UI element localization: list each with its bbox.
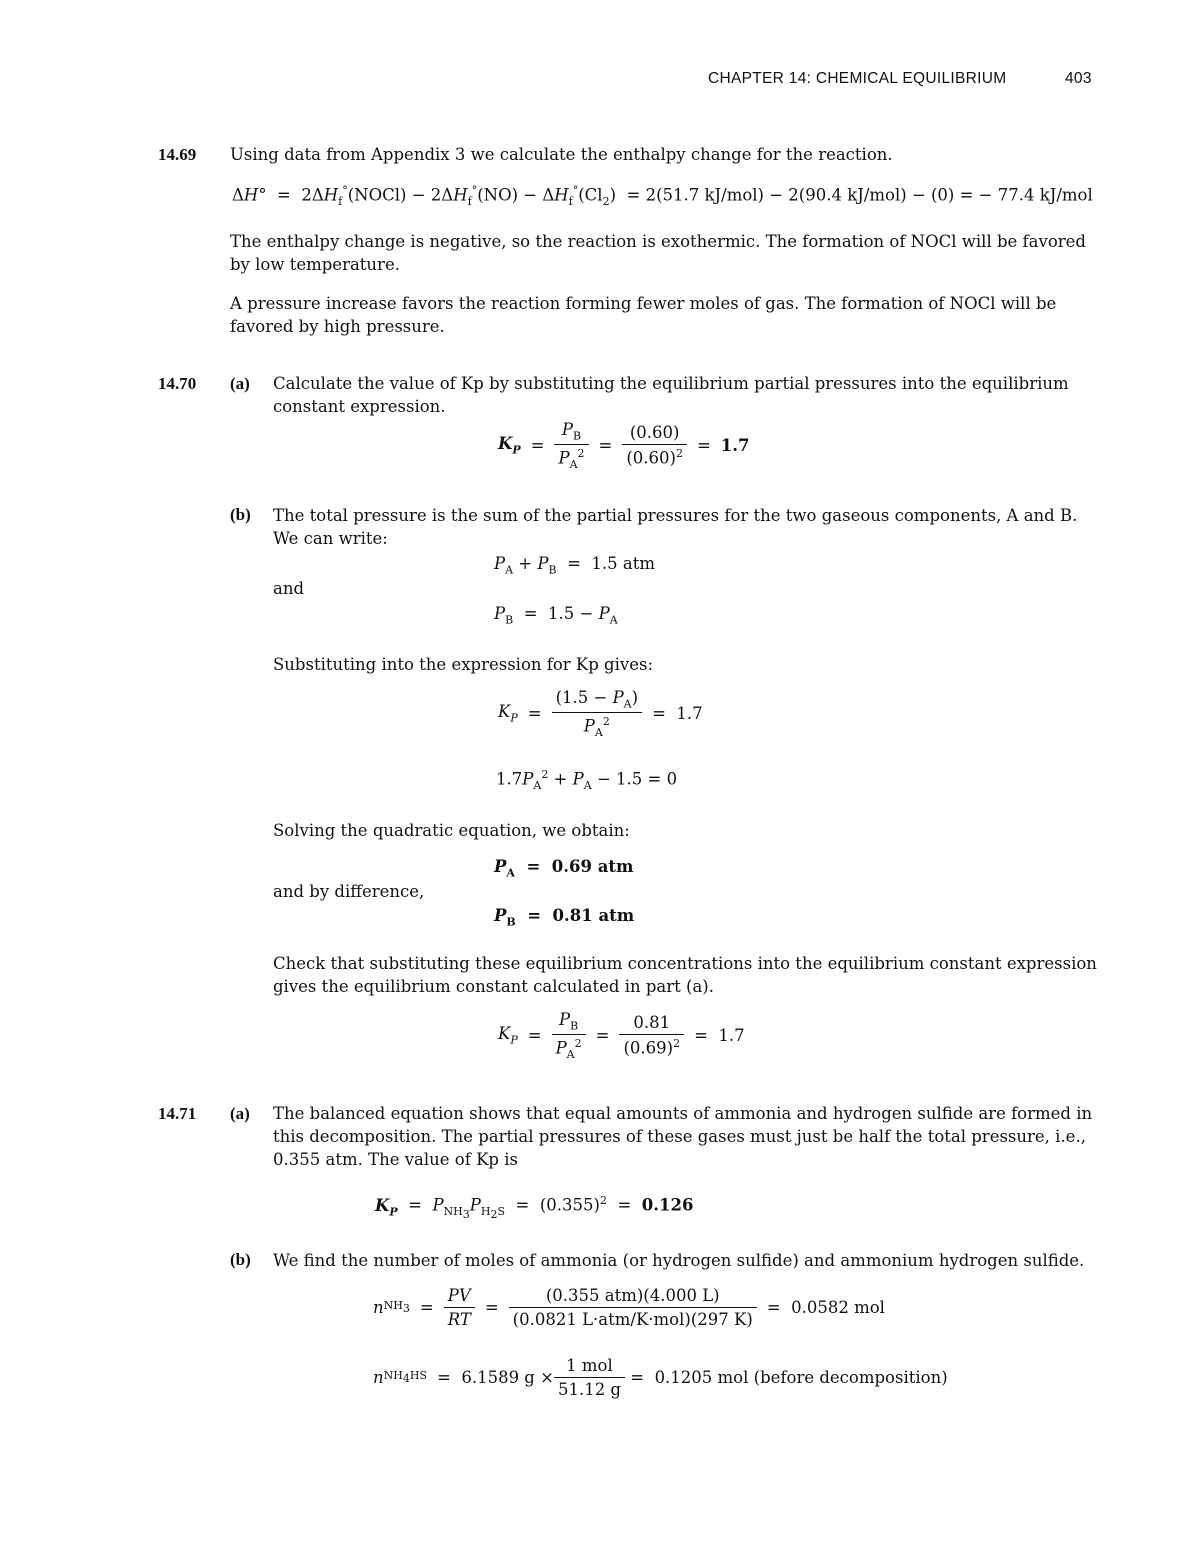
kp-equation-a: $K_P$ = $\frac{P_B}{P_A^2}$ = $\frac{(0.60)}{(0.60)^2}$ = 1.7 [498,420,750,472]
substituting-text: Substituting into the expression for Kp gives: [273,655,654,674]
part-a-text-1471: The balanced equation shows that equal amounts of ammonia and hydrogen sulfide are formed in this decomposition. The partial pressures of these gases must just be half the total pressure, i.e., 0.355 atm. The value of Kp is [273,1104,1093,1169]
intro-1469: Using data from Appendix 3 we calculate the enthalpy change for the reaction. [230,145,893,164]
kp-result-a: 1.7 [720,436,750,456]
solving-text: Solving the quadratic equation, we obtain: [273,821,630,840]
pa-result: $P_A = 0.69$ atm [494,857,634,880]
chapter-title: CHAPTER 14: CHEMICAL EQUILIBRIUM [708,70,1007,87]
page-number: 403 [1065,70,1092,87]
part-a-text-1470: Calculate the value of Kp by substituting the equilibrium partial pressures into the equilibrium constant expression. [273,374,1069,416]
problem-number-1469: 14.69 [158,145,197,164]
difference-text: and by difference, [273,882,425,901]
paragraph-pressure: A pressure increase favors the reaction forming fewer moles of gas. The formation of NOCl will be favored by high pressure. [230,294,1057,336]
quadratic-equation: $1.7P_A^2 + P_A - 1.5 = 0$ [496,768,678,792]
and-text: and [273,579,305,598]
check-text: Check that substituting these equilibrium concentrations into the equilibrium constant expression gives the equilibrium constant calculated in part (a). [273,954,1097,996]
kp-check-equation: $K_P$ = $\frac{P_B}{P_A^2}$ = $\frac{0.81}{(0.69)^2}$ = 1.7 [498,1010,745,1062]
pb-equation: $P_B = 1.5 - P_A$ [494,604,618,627]
pressure-sum-equation: $P_A + P_B = 1.5$ atm [494,554,656,577]
kp-equation-1471: $K_P = P_{NH_3}P_{H_2S} = (0.355)^2 = 0.126$ [375,1194,694,1221]
part-b-label-1471: (b) [230,1250,251,1269]
problem-number-1470: 14.70 [158,374,197,393]
problem-number-1471: 14.71 [158,1104,197,1123]
part-b-label-1470: (b) [230,505,251,524]
part-b-text-1470: The total pressure is the sum of the partial pressures for the two gaseous components, A and B. We can write: [273,506,1078,548]
kp-result-1471: 0.126 [641,1195,694,1215]
enthalpy-rhs: = 2(51.7 kJ/mol) − 2(90.4 kJ/mol) − (0) = − 77.4 kJ/mol [626,185,1093,205]
enthalpy-equation: $\Delta H^\circ = 2\Delta H_f^\circ(NOCl) - 2\Delta H_f^\circ(NO) - \Delta H_f^\circ(Cl_2) = 2(51.7$ kJ/mol) − 2(90.4 kJ/mol) − (0) = − 77.4 kJ/mol [232,184,1093,208]
pb-result: $P_B = 0.81$ atm [494,906,635,929]
moles-nh4hs-equation: n $NH_4HS$ = 6.1589 g × $\frac{\text{1 mol}}{51.12 g}$ = 0.1205 mol (before decomposition) [373,1356,948,1399]
moles-nh3-equation: n $NH_3$ = $\frac{PV}{RT}$ = $\frac{\text{(0.355 atm)(4.000 L)}}{\text{(0.0821 L·atm/K·mol)(297 K)}}$ = 0.0582 mol [373,1286,885,1329]
part-a-label-1470: (a) [230,374,250,393]
part-a-label-1471: (a) [230,1104,250,1123]
part-b-text-1471: We find the number of moles of ammonia (or hydrogen sulfide) and ammonium hydrogen sulfide. [273,1251,1085,1270]
paragraph-exothermic: The enthalpy change is negative, so the reaction is exothermic. The formation of NOCl will be favored by low temperature. [230,232,1086,274]
kp-substitution-equation: $K_P$ = $\frac{(1.5 - P_A)}{P_A^2}$ = 1.7 [498,688,703,740]
